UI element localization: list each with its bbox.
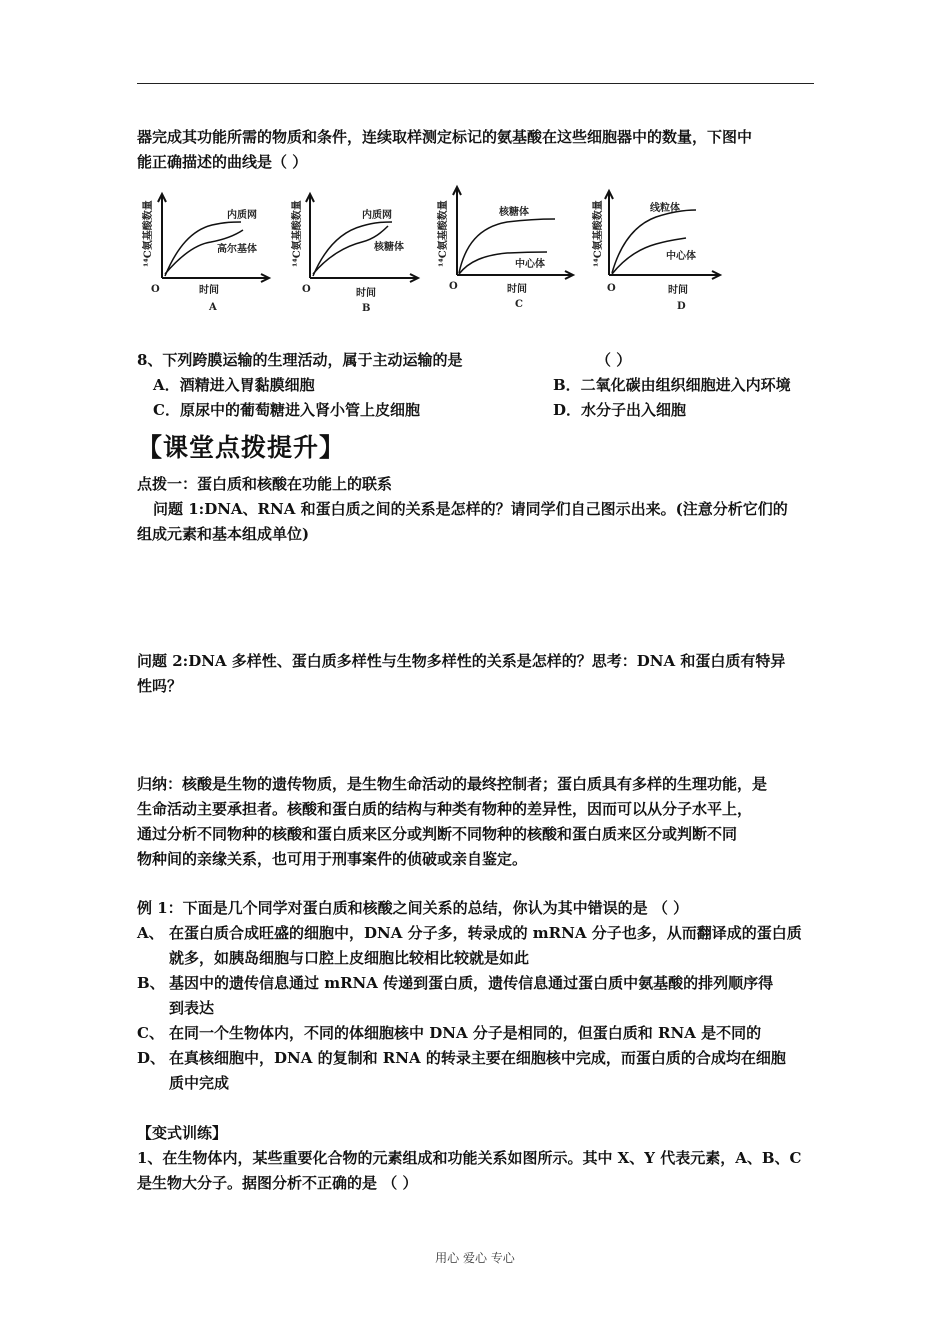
intro-line-2: 能正确描述的曲线是（ ） [137, 153, 308, 171]
graph-d-origin: O [607, 283, 616, 294]
variant-q1-line2: 是生物大分子。据图分析不正确的是 （ ） [137, 1174, 418, 1192]
summary-line-3: 通过分析不同物种的核酸和蛋白质来区分或判断不同物种的核酸和蛋白质来区分或判断不同 [137, 825, 738, 843]
graph-c-xlabel: 时间 [507, 284, 527, 295]
q8-option-b: B．二氧化碳由组织细胞进入内环境 [553, 376, 791, 394]
graph-a-letter: A [209, 302, 217, 313]
example1-a-label: A、 [137, 924, 164, 942]
graph-b-xlabel: 时间 [356, 288, 376, 299]
graph-b-origin: O [302, 284, 311, 295]
example1-d-label: D、 [137, 1049, 166, 1067]
summary-line-1: 归纳：核酸是生物的遗传物质，是生物生命活动的最终控制者；蛋白质具有多样的生理功能，是 [137, 775, 768, 793]
variant-title: 【变式训练】 [137, 1124, 228, 1142]
q8-option-c: C．原尿中的葡萄糖进入肾小管上皮细胞 [153, 401, 420, 419]
graph-a-ylabel: ¹⁴C氨基酸数量 [143, 200, 154, 267]
graph-b-curve-top-label: 内质网 [362, 210, 392, 221]
example1-a-line2: 就多，如胰岛细胞与口腔上皮细胞比较相比较就是如此 [169, 949, 530, 967]
example1-d-line2: 质中完成 [169, 1074, 230, 1092]
graph-d-letter: D [677, 301, 686, 312]
curve-d-top [612, 210, 696, 273]
graph-a-origin: O [151, 284, 160, 295]
example1-b-line1: 基因中的遗传信息通过 mRNA 传递到蛋白质，遗传信息通过蛋白质中氨基酸的排列顺序得 [169, 974, 774, 992]
example1-b-label: B、 [137, 974, 165, 992]
q8-option-d: D．水分子出入细胞 [553, 401, 687, 419]
graph-d-ylabel: ¹⁴C氨基酸数量 [593, 200, 604, 267]
example1-d-line1: 在真核细胞中，DNA 的复制和 RNA 的转录主要在细胞核中完成，而蛋白质的合成均在细胞 [169, 1049, 786, 1067]
section-title: 【课堂点拨提升】 [137, 433, 346, 462]
graph-d-curve-top-label: 线粒体 [650, 203, 680, 214]
graph-a-xlabel: 时间 [199, 285, 219, 296]
graph-d [594, 187, 734, 312]
graph-c-curve-top-label: 核糖体 [499, 207, 529, 218]
example1-a-line1: 在蛋白质合成旺盛的细胞中，DNA 分子多，转录成的 mRNA 分子也多，从而翻译成的蛋白质 [169, 924, 802, 942]
q8-paren: （ ） [596, 351, 632, 369]
variant-q1-line1: 1、在生物体内，某些重要化合物的元素组成和功能关系如图所示。其中 X、Y 代表元素，A、B、C [137, 1149, 802, 1167]
graph-b-ylabel: ¹⁴C氨基酸数量 [292, 200, 303, 267]
graph-c-letter: C [515, 299, 523, 310]
point1-q2-line2: 性吗？ [137, 677, 183, 695]
point1-q2-line1: 问题 2:DNA 多样性、蛋白质多样性与生物多样性的关系是怎样的？思考：DNA 和蛋白质有特异 [137, 652, 786, 670]
summary-line-4: 物种间的亲缘关系，也可用于刑事案件的侦破或亲自鉴定。 [137, 850, 528, 868]
page-footer: 用心 爱心 专心 [435, 1251, 515, 1265]
graph-b [292, 192, 432, 314]
point1-q1-line2: 组成元素和基本组成单位) [137, 525, 310, 543]
example1-c-label: C、 [137, 1024, 164, 1042]
graph-b-letter: B [362, 303, 371, 314]
graph-c-origin: O [449, 281, 458, 292]
graph-b-curve-bottom-label: 核糖体 [374, 242, 404, 253]
graph-d-xlabel: 时间 [668, 285, 688, 296]
graph-c-ylabel: ¹⁴C氨基酸数量 [438, 200, 449, 267]
point1-title: 点拨一：蛋白质和核酸在功能上的联系 [137, 475, 393, 493]
graph-d-curve-bottom-label: 中心体 [666, 251, 696, 262]
summary-line-2: 生命活动主要承担者。核酸和蛋白质的结构与种类有物种的差异性，因而可以从分子水平上， [137, 800, 753, 818]
graph-a-curve-top-label: 内质网 [227, 210, 257, 221]
graph-c-curve-bottom-label: 中心体 [515, 259, 545, 270]
example1-b-line2: 到表达 [169, 999, 215, 1017]
graph-a [137, 192, 277, 314]
example1-c-line1: 在同一个生物体内，不同的体细胞核中 DNA 分子是相同的，但蛋白质和 RNA 是不同的 [169, 1024, 762, 1042]
q8-option-a: A．酒精进入胃黏膜细胞 [153, 376, 315, 394]
graph-a-curve-bottom-label: 高尔基体 [217, 244, 257, 255]
graph-c [437, 185, 587, 310]
header-rule [137, 83, 814, 84]
point1-q1-line1: 问题 1:DNA、RNA 和蛋白质之间的关系是怎样的？请同学们自己图示出来。(注意分析它们的 [153, 500, 788, 518]
example1-stem: 例 1：下面是几个同学对蛋白质和核酸之间关系的总结，你认为其中错误的是 （ ） [137, 899, 689, 917]
q8-stem: 8、下列跨膜运输的生理活动，属于主动运输的是 [137, 351, 463, 369]
intro-line-1: 器完成其功能所需的物质和条件，连续取样测定标记的氨基酸在这些细胞器中的数量，下图中 [137, 128, 753, 146]
